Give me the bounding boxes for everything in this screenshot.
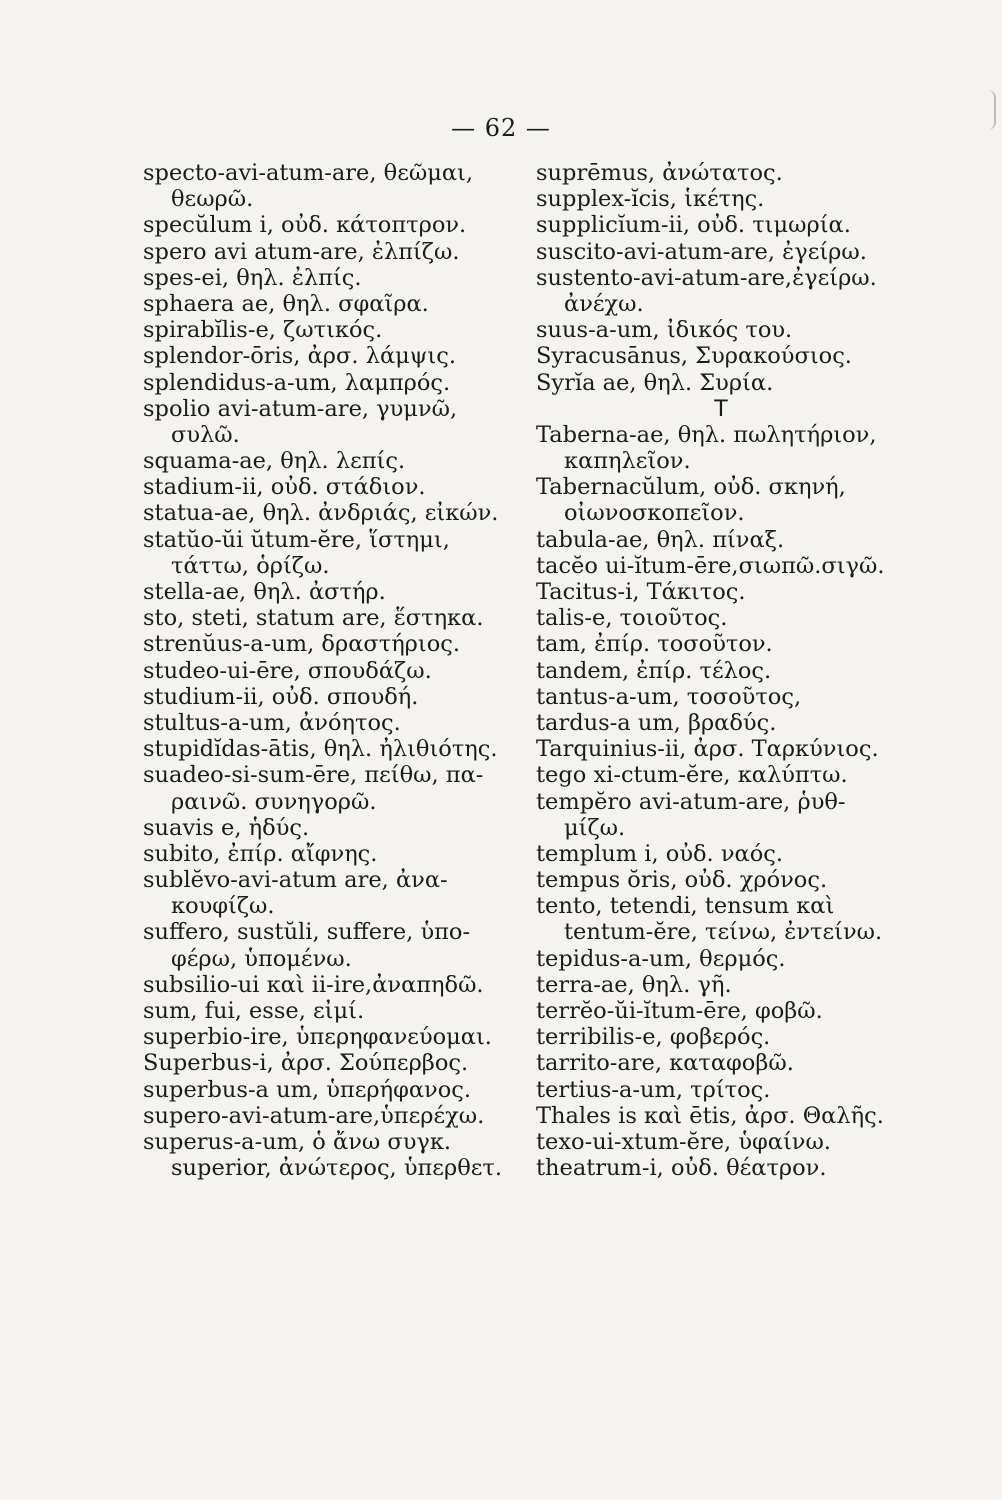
dictionary-entry-line: specto-avi-atum-are, θεῶμαι, — [143, 160, 473, 186]
dictionary-entry-line: tam, ἐπίρ. τοσοῦτον. — [536, 631, 773, 658]
dictionary-entry-line: tabula-ae, θηλ. πίναξ. — [536, 526, 785, 553]
dictionary-entry-line: supplicĭum-ii, οὐδ. τιμωρία. — [536, 212, 851, 239]
dictionary-entry-line: subito, ἐπίρ. αἴφνης. — [143, 840, 378, 867]
dictionary-entry-line: tantus-a-um, τοσοῦτος, — [536, 683, 802, 710]
dictionary-entry-line: spes-ei, θηλ. ἐλπίς. — [143, 264, 362, 291]
dictionary-entry-line: tardus-a um, βραδύς. — [536, 709, 777, 736]
dictionary-entry-line: talis-e, τοιοῦτος. — [536, 605, 728, 632]
dictionary-entry-line: tacĕo ui-ĭtum-ēre,σιωπῶ.σιγῶ. — [536, 552, 885, 579]
dictionary-entry-line: sphaera ae, θηλ. σφαῖρα. — [143, 290, 429, 317]
dictionary-entry-line: suavis e, ἡδύς. — [143, 814, 310, 841]
dictionary-entry-line: Syracusānus, Συρακούσιος. — [536, 343, 852, 370]
dictionary-entry-line: strenŭus-a-um, δραστήριος. — [143, 631, 461, 658]
dictionary-entry-line: ἀνέχω. — [564, 290, 644, 317]
dictionary-entry-line: καπηλεῖον. — [564, 448, 691, 475]
dictionary-entry-line: suus-a-um, ἰδικός του. — [536, 317, 793, 344]
dictionary-entry-line: tempĕro avi-atum-are, ῥυθ- — [536, 788, 846, 815]
dictionary-entry-line: stadium-ii, οὐδ. στάδιον. — [143, 474, 426, 501]
dictionary-entry-line: τάττω, ὁρίζω. — [171, 552, 330, 579]
dictionary-column-right — [536, 160, 966, 1181]
dictionary-entry-line: tentum-ĕre, τείνω, ἐντείνω. — [564, 919, 883, 946]
dictionary-entry-line: sublĕvo-avi-atum are, ἀνα- — [143, 867, 448, 894]
dictionary-entry-line: suprēmus, ἀνώτατος. — [536, 160, 783, 186]
dictionary-entry-line: Syrĭa ae, θηλ. Συρία. — [536, 369, 774, 396]
dictionary-entry-line: κουφίζω. — [171, 893, 275, 920]
dictionary-entry-line: studeo-ui-ēre, σπουδάζω. — [143, 657, 432, 684]
dictionary-entry-line: tento, tetendi, tensum καὶ — [536, 893, 835, 920]
dictionary-entry-line: Superbus-i, ἀρσ. Σούπερβος. — [143, 1050, 469, 1077]
dictionary-entry-line: templum i, οὐδ. ναός. — [536, 840, 784, 867]
dictionary-entry-line: Tacitus-i, Τάκιτος. — [536, 579, 746, 605]
dictionary-entry-line: tarrito-are, καταφοβῶ. — [536, 1050, 794, 1077]
dictionary-entry-line: studium-ii, οὐδ. σπουδή. — [143, 683, 419, 710]
dictionary-entry-line: statua-ae, θηλ. ἀνδριάς, εἰκών. — [143, 500, 499, 527]
dictionary-entry-line: sum, fui, esse, εἰμί. — [143, 998, 365, 1024]
dictionary-entry-line: terrĕo-ŭi-ĭtum-ēre, φοβῶ. — [536, 998, 823, 1024]
dictionary-entry-line: spolio avi-atum-are, γυμνῶ, — [143, 395, 458, 422]
dictionary-entry-line: suscito-avi-atum-are, ἐγείρω. — [536, 238, 867, 265]
page-number: — 62 — — [451, 114, 551, 142]
dictionary-entry-line: tego xi-ctum-ĕre, καλύπτω. — [536, 762, 848, 789]
page-edge-mark — [986, 90, 996, 130]
dictionary-entry-line: spirabĭlis-e, ζωτικός. — [143, 317, 383, 344]
dictionary-entry-line: Taberna-ae, θηλ. πωλητήριον, — [536, 421, 877, 448]
dictionary-entry-line: stultus-a-um, ἀνόητος. — [143, 709, 401, 736]
dictionary-entry-line: statŭo-ŭi ŭtum-ĕre, ἵστημι, — [143, 526, 450, 553]
dictionary-entry-line: specŭlum i, οὐδ. κάτοπτρον. — [143, 212, 467, 239]
dictionary-entry-line: Tarquinius-ii, ἀρσ. Ταρκύνιος. — [536, 736, 879, 763]
dictionary-entry-line: terribilis-e, φοβερός. — [536, 1024, 771, 1051]
dictionary-entry-line: stupidĭdas-ātis, θηλ. ἠλιθιότης. — [143, 736, 498, 763]
dictionary-entry-line: texo-ui-xtum-ĕre, ὑφαίνω. — [536, 1128, 831, 1155]
dictionary-entry-line: sto, steti, statum are, ἕστηκα. — [143, 605, 484, 632]
dictionary-entry-line: μίζω. — [564, 814, 626, 841]
dictionary-entry-line: ραινῶ. συνηγορῶ. — [171, 788, 377, 815]
dictionary-column-left — [143, 160, 523, 1181]
dictionary-entry-line: superior, ἀνώτερος, ὑπερθετ. — [171, 1155, 502, 1182]
dictionary-entry-line: spero avi atum-are, ἐλπίζω. — [143, 238, 460, 265]
dictionary-entry-line: suadeo-si-sum-ēre, πείθω, πα- — [143, 762, 484, 789]
dictionary-entry-line: θεωρῶ. — [171, 186, 254, 213]
dictionary-entry-line: οἰωνοσκοπεῖον. — [564, 500, 745, 527]
dictionary-entry-line: splendidus-a-um, λαμπρός. — [143, 369, 451, 396]
dictionary-entry-line: theatrum-i, οὐδ. θέατρον. — [536, 1155, 827, 1182]
dictionary-entry-line: terra-ae, θηλ. γῆ. — [536, 971, 732, 998]
dictionary-entry-line: Tabernacŭlum, οὐδ. σκηνή, — [536, 474, 846, 501]
dictionary-entry-line: subsilio-ui καὶ ii-ire,ἀναπηδῶ. — [143, 971, 484, 998]
dictionary-entry-line: superbio-ire, ὑπερηφανεύομαι. — [143, 1024, 492, 1051]
dictionary-entry-line: tepidus-a-um, θερμός. — [536, 945, 786, 972]
dictionary-entry-line: supplex-ĭcis, ἱκέτης. — [536, 186, 765, 213]
dictionary-entry-line: supero-avi-atum-are,ὑπερέχω. — [143, 1102, 485, 1129]
section-letter: T — [713, 394, 729, 422]
dictionary-entry-line: squama-ae, θηλ. λεπίς. — [143, 448, 406, 475]
dictionary-entry-line: splendor-ōris, ἀρσ. λάμψις. — [143, 343, 456, 370]
dictionary-entry-line: superus-a-um, ὁ ἄνω συγκ. — [143, 1128, 452, 1155]
dictionary-entry-line: stella-ae, θηλ. ἀστήρ. — [143, 579, 386, 605]
dictionary-entry-line: superbus-a um, ὑπερήφανος. — [143, 1076, 472, 1103]
dictionary-entry-line: συλῶ. — [171, 421, 240, 448]
dictionary-entry-line: suffero, sustŭli, suffere, ὑπο- — [143, 919, 471, 946]
dictionary-entry-line: Thales is καὶ ētis, ἀρσ. Θαλῆς. — [536, 1102, 884, 1129]
dictionary-entry-line: sustento-avi-atum-are,ἐγείρω. — [536, 264, 877, 291]
dictionary-entry-line: φέρω, ὑπομένω. — [171, 945, 352, 972]
dictionary-entry-line: tertius-a-um, τρίτος. — [536, 1076, 771, 1103]
dictionary-entry-line: tempus ŏris, οὐδ. χρόνος. — [536, 867, 828, 894]
dictionary-entry-line: tandem, ἐπίρ. τέλος. — [536, 657, 772, 684]
